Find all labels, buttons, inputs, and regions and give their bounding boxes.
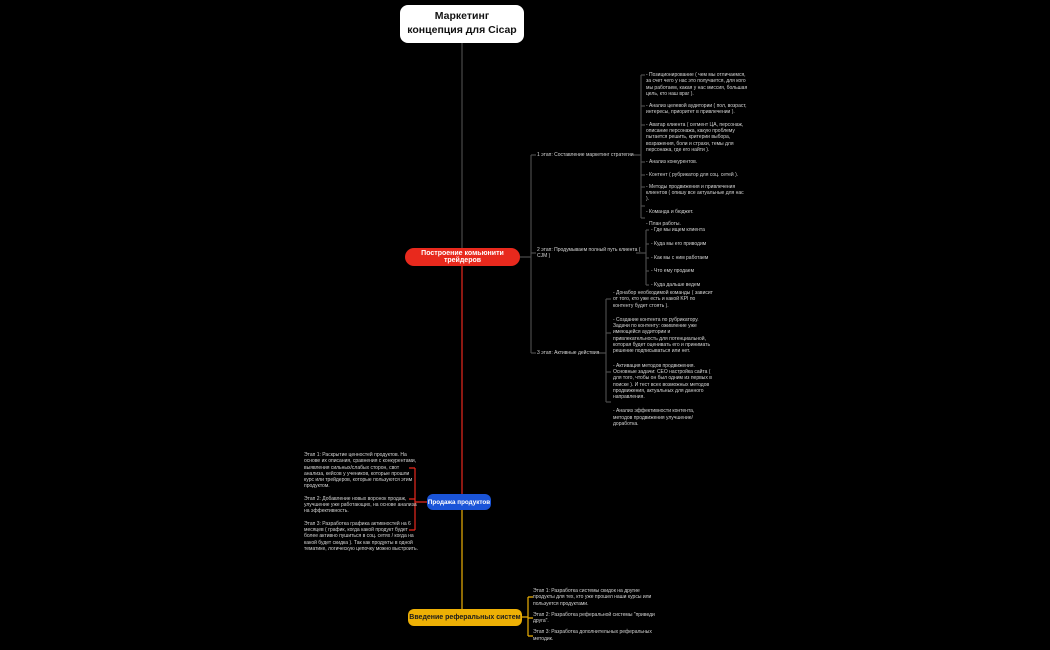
mindmap-item[interactable]: - Методы продвижения и привлечения клиентов ( опишу все актуальные для нас ). <box>646 183 744 203</box>
mindmap-item[interactable]: - Анализ целевой аудитории ( пол, возраст, интересы, приоритет в привлечении ). <box>646 103 747 116</box>
mindmap-item[interactable]: - Куда мы его приводим <box>651 240 707 247</box>
mindmap-item[interactable]: Этап 1: Раскрытие ценностей продуктов. На основе их описания, сравнения с конкурентами, выявления сильных/слабых сторон, свот анализа, кейсов у учеников, которые прошли курс или трейдеров, которые пользуются этим продуктом. <box>304 452 417 490</box>
mindmap-item[interactable]: - Анализ эффективности контента, методов продвижения улучшение/доработка. <box>613 408 695 428</box>
stage-2-items <box>651 227 731 288</box>
mindmap-item[interactable]: - Как мы с ним работаем <box>651 254 709 261</box>
branch-node-sales[interactable]: Продажа продуктов <box>427 494 491 510</box>
referral-items <box>533 588 657 642</box>
mindmap-item[interactable]: Этап 2: Разработка реферальной системы "приведи друга". <box>533 611 655 625</box>
mindmap-item[interactable]: Этап 3: Разработка дополнительных реферальных методик. <box>533 629 652 642</box>
mindmap-item[interactable]: - Аватар клиента ( сегмент ЦА, персонаж, описание персонажа, какую проблему пытается решить, критерии выбора, возражения, боли и страхи, темы для персонажа, где его найти ). <box>646 121 744 153</box>
stage-label-1[interactable]: 1 этап: Составление маркетинг стратегии <box>537 152 634 158</box>
mindmap-item[interactable]: - Донабор необходимой команды ( зависит от того, кто уже есть и какой KPI по контенту будет стоять ). <box>613 290 713 309</box>
mindmap-item[interactable]: - Команда и бюджет. <box>646 208 694 215</box>
mindmap-item[interactable]: - Куда дальше ведем <box>651 282 701 289</box>
mindmap-item[interactable]: Этап 3: Разработка графика активностей на 6 месяцев ( график, когда какой продукт будет более активно пушиться в соц. сетях / когда на какой будет скидка ). Так как продукты в одной тематике, логическую цепочку можно выстроить. <box>304 520 418 552</box>
mindmap-item[interactable]: - План работы. <box>646 221 681 228</box>
mindmap-item[interactable]: - Контент ( рубрикатор для соц. сетей ). <box>646 171 739 178</box>
mindmap-item[interactable]: Этап 2: Добавление новых воронок продаж, улучшение уже работающих, на основе анализа на эффективность. <box>304 495 417 515</box>
stage-label-3[interactable]: 3 этап: Активные действия <box>537 350 600 356</box>
mindmap-item[interactable]: - Анализ конкурентов. <box>646 159 698 166</box>
branch-node-community[interactable]: Построение комьюнити трейдеров <box>405 248 520 266</box>
stage-label-2[interactable]: 2 этап: Продумываем полный путь клиента ( CJM ) <box>537 247 641 260</box>
mindmap-item[interactable]: - Активация методов продвижения. Основные задачи: СЕО настройка сайта ( для того, чтобы он был одним из первых в поиске ). И тест всех возможных методов продвижения, актуальных для данного направления. <box>613 362 712 401</box>
stage-3-items <box>613 290 715 427</box>
mindmap-item[interactable]: - Позиционирование ( чем мы отличаемся, за счет чего у нас это получается, для кого мы работаем, какая у нас миссия, большая цель, кто наш враг ). <box>646 72 748 97</box>
root-node[interactable]: Маркетинг концепция для Cicap <box>400 5 524 43</box>
branch-node-referral[interactable]: Введение реферальных систем <box>408 609 522 626</box>
sales-items <box>304 452 418 552</box>
stage-1-items <box>646 72 748 227</box>
mindmap-item[interactable]: - Создание контента по рубрикатору. Задачи по контенту: оживление уже имеющейся аудитории и привлекательность для потенциальной, которая будет оценивать его и принимать решение подписываться или нет. <box>613 316 711 355</box>
mindmap-item[interactable]: Этап 1: Разработка системы скидок на другие продукты для тех, кто уже прошел наши курсы или пользуется продуктами. <box>533 588 652 607</box>
mindmap-item[interactable]: - Где мы ищем клиента <box>651 227 705 233</box>
mindmap-item[interactable]: - Что ему продаем <box>651 268 695 275</box>
